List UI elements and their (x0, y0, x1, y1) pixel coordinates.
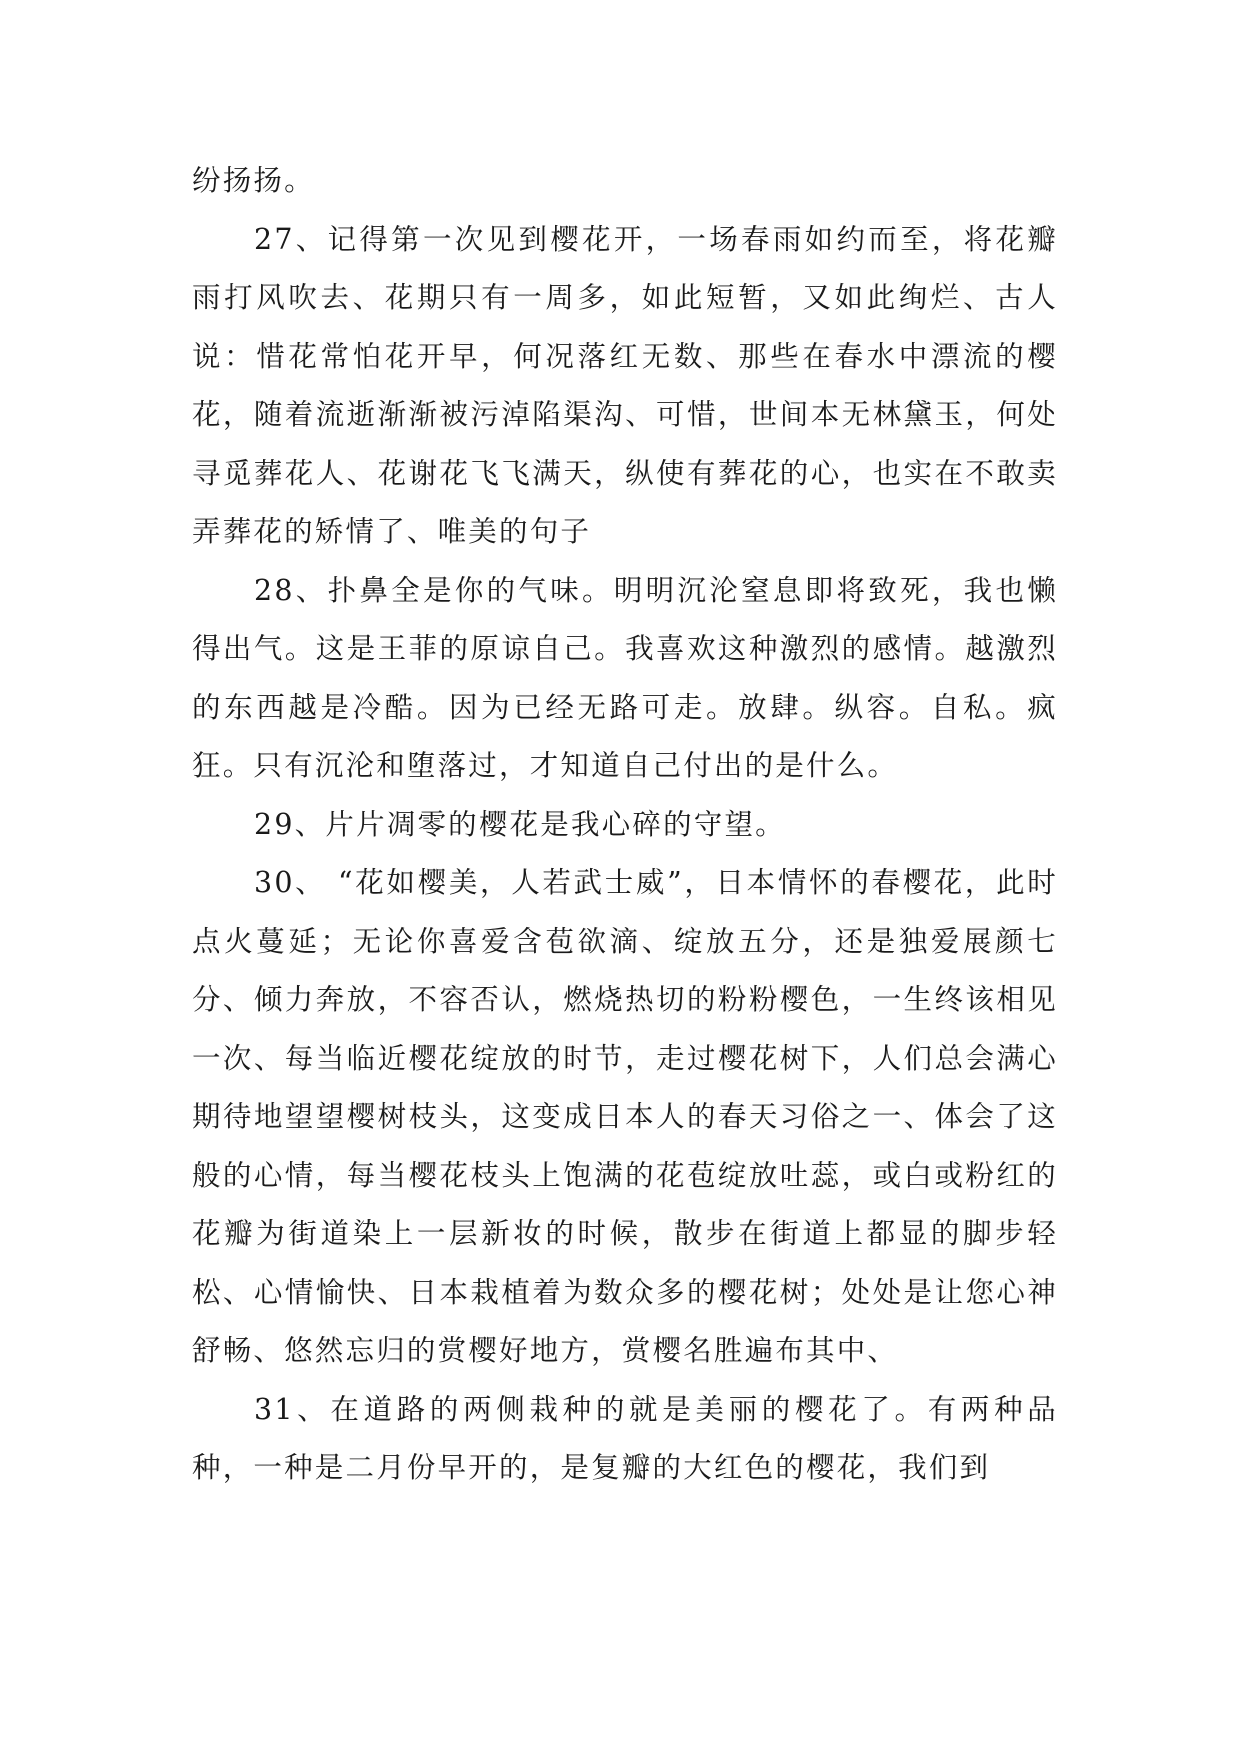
paragraph-continuation: 纷扬扬。 (192, 164, 315, 197)
paragraph-item-29: 29、片片凋零的樱花是我心碎的守望。 (254, 807, 786, 841)
document-body (192, 152, 1058, 1498)
paragraph-item-30: 30、 “花如樱美，人若武士威”，日本情怀的春樱花，此时点火蔓延；无论你喜爱含苞欲滴、绽放五分，还是独爱展颜七分、倾力奔放，不容否认，燃烧热切的粉粉樱色，一生终该相见一次、每当临近樱花绽放的时节，走过樱花树下，人们总会满心期待地望望樱树枝头，这变成日本人的春天习俗之一、体会了这般的心情，每当樱花枝头上饱满的花苞绽放吐蕊，或白或粉红的花瓣为街道染上一层新妆的时候，散步在街道上都显的脚步轻松、心情愉快、日本栽植着为数众多的樱花树；处处是让您心神舒畅、悠然忘归的赏樱好地方，赏樱名胜遍布其中、 (192, 866, 1058, 1367)
paragraph-item-28: 28、扑鼻全是你的气味。明明沉沦窒息即将致死，我也懒得出气。这是王菲的原谅自己。我喜欢这种激烈的感情。越激烈的东西越是冷酷。因为已经无路可走。放肆。纵容。自私。疯狂。只有沉沦和堕落过，才知道自己付出的是什么。 (192, 573, 1058, 782)
paragraph-item-27: 27、记得第一次见到樱花开，一场春雨如约而至，将花瓣雨打风吹去、花期只有一周多，如此短暂，又如此绚烂、古人说：惜花常怕花开早，何况落红无数、那些在春水中漂流的樱花，随着流逝渐渐被污淖陷渠沟、可惜，世间本无林黛玉，何处寻觅葬花人、花谢花飞飞满天，纵使有葬花的心，也实在不敢卖弄葬花的矫情了、唯美的句子 (192, 222, 1058, 548)
paragraph-item-31: 31、在道路的两侧栽种的就是美丽的樱花了。有两种品种，一种是二月份早开的，是复瓣的大红色的樱花，我们到 (192, 1392, 1058, 1484)
